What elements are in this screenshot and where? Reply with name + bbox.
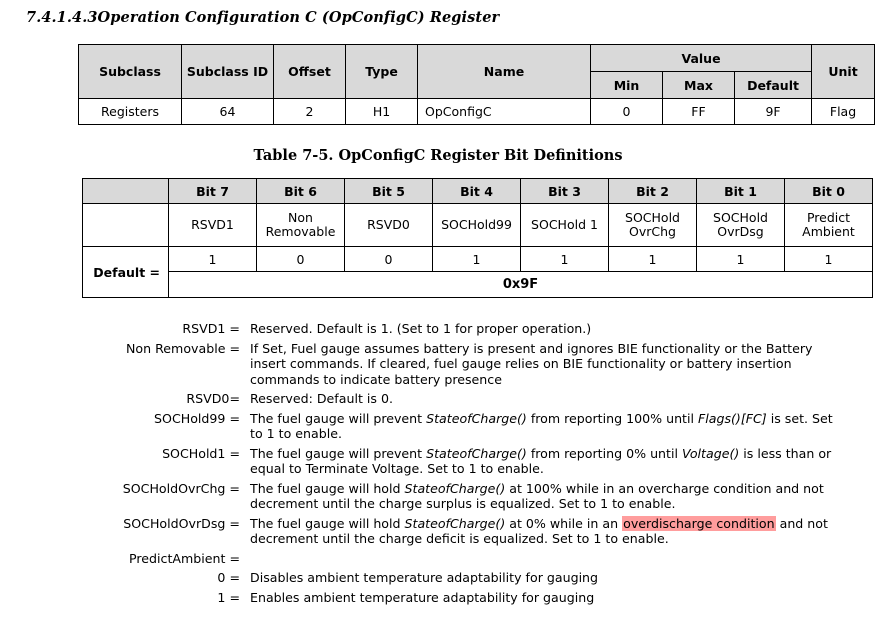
definition-row — [0, 320, 876, 340]
register-table-header-row-1 — [79, 45, 875, 72]
header-unit: Unit — [812, 45, 875, 99]
header-name: Name — [418, 45, 591, 99]
header-type: Type — [346, 45, 418, 99]
definition-term: SOCHold1 = — [162, 445, 240, 461]
definition-text: at 0% while in an — [505, 515, 623, 531]
bit-name-0: Predict Ambient — [785, 204, 873, 247]
definition-row — [0, 445, 876, 480]
cell-offset: 2 — [274, 99, 346, 125]
bit-name-7: RSVD1 — [169, 204, 257, 247]
definition-text: StateofCharge() — [404, 515, 506, 531]
definition-row — [0, 589, 876, 609]
bits-header-bit3: Bit 3 — [521, 179, 609, 204]
bits-header-bit4: Bit 4 — [433, 179, 521, 204]
header-offset: Offset — [274, 45, 346, 99]
definition-description — [246, 589, 876, 609]
definition-row — [0, 569, 876, 589]
definition-description — [246, 320, 876, 340]
bit-default-2: 1 — [609, 247, 697, 272]
definition-text: The fuel gauge will prevent — [250, 445, 427, 461]
cell-unit: Flag — [812, 99, 875, 125]
bit-name-3: SOCHold 1 — [521, 204, 609, 247]
definition-term: 1 = — [217, 589, 240, 605]
bits-header-bit5: Bit 5 — [345, 179, 433, 204]
bit-name-4: SOCHold99 — [433, 204, 521, 247]
definition-text: Reserved: Default is 0. — [250, 391, 393, 406]
definition-text: The fuel gauge will hold — [250, 480, 405, 496]
definition-description — [246, 569, 876, 589]
definition-row — [0, 550, 876, 570]
cell-name: OpConfigC — [418, 99, 591, 125]
bits-header-bit7: Bit 7 — [169, 179, 257, 204]
definition-description — [246, 410, 876, 445]
definition-text: If Set, Fuel gauge assumes battery is present and ignores BIE functionality or the Battery insert commands. If cleared, fuel gauge relies on BIE functionality or battery insertion commands to indicate battery presence — [250, 340, 813, 387]
bits-header-row — [83, 179, 873, 204]
definition-text: is set. Set to 1 to enable. — [250, 410, 833, 441]
definitions-table — [0, 320, 876, 608]
header-subclass-id: Subclass ID — [182, 45, 274, 99]
header-default: Default — [735, 72, 812, 99]
highlighted-text: overdischarge condition — [623, 515, 775, 531]
definition-term: 0 = — [217, 570, 240, 585]
definition-term: SOCHoldOvrDsg = — [123, 515, 240, 531]
definition-text: at 100% while in an overcharge condition and not decrement until the charge surplus is equalized. Set to 1 to enable. — [250, 480, 824, 511]
definition-row — [0, 390, 876, 410]
definition-text: and not decrement until the charge deficit is equalized. Set to 1 to enable. — [250, 515, 828, 546]
definition-text: The fuel gauge will prevent — [250, 410, 427, 426]
bit-name-6: Non Removable — [257, 204, 345, 247]
definition-text: StateofCharge() — [426, 445, 527, 461]
definition-description — [246, 550, 876, 570]
cell-type: H1 — [346, 99, 418, 125]
cell-default: 9F — [735, 99, 812, 125]
definition-term: Non Removable = — [126, 340, 240, 356]
bit-default-5: 0 — [345, 247, 433, 272]
table-caption: Table 7-5. OpConfigC Register Bit Definitions — [253, 147, 623, 164]
definition-text: Reserved. Default is 1. (Set to 1 for proper operation.) — [250, 321, 592, 336]
bit-definitions-table — [82, 178, 873, 298]
bit-hexvalue: 0x9F — [169, 272, 873, 298]
definition-description — [246, 340, 876, 391]
definitions-list — [0, 320, 876, 608]
bits-header-bit0: Bit 0 — [785, 179, 873, 204]
bit-names-row — [83, 204, 873, 247]
definition-term: SOCHold99 = — [154, 410, 240, 426]
definition-text: from reporting 100% until — [526, 410, 698, 426]
bit-name-1: SOCHold OvrDsg — [697, 204, 785, 247]
header-subclass: Subclass — [79, 45, 182, 99]
bits-header-bit2: Bit 2 — [609, 179, 697, 204]
definition-term: PredictAmbient = — [129, 550, 240, 566]
cell-subclass-id: 64 — [182, 99, 274, 125]
definition-text: Flags()[FC] — [698, 410, 767, 426]
bit-default-6: 0 — [257, 247, 345, 272]
definition-text: Enables ambient temperature adaptability for gauging — [250, 589, 595, 605]
bit-hexvalue-row — [83, 272, 873, 298]
bit-name-5: RSVD0 — [345, 204, 433, 247]
cell-max: FF — [663, 99, 735, 125]
register-summary-table — [78, 44, 875, 125]
definition-text: Disables ambient temperature adaptability for gauging — [250, 570, 599, 585]
bit-names-rowlabel — [83, 204, 169, 247]
definition-text: is less than or equal to Terminate Voltage. Set to 1 to enable. — [250, 445, 832, 476]
cell-min: 0 — [591, 99, 663, 125]
definition-text: from reporting 0% until — [526, 445, 682, 461]
definition-description — [246, 515, 876, 550]
definition-row — [0, 340, 876, 391]
header-value: Value — [591, 45, 812, 72]
bit-default-4: 1 — [433, 247, 521, 272]
definition-row — [0, 410, 876, 445]
bit-defaults-row — [83, 247, 873, 272]
definition-text: StateofCharge() — [426, 410, 527, 426]
definition-text: StateofCharge() — [404, 480, 506, 496]
definition-description — [246, 445, 876, 480]
definition-description — [246, 480, 876, 515]
bits-header-corner — [83, 179, 169, 204]
bits-header-bit6: Bit 6 — [257, 179, 345, 204]
bits-header-bit1: Bit 1 — [697, 179, 785, 204]
bit-name-2: SOCHold OvrChg — [609, 204, 697, 247]
definition-row — [0, 480, 876, 515]
definition-text: The fuel gauge will hold — [250, 515, 405, 531]
header-max: Max — [663, 72, 735, 99]
definition-text: Voltage() — [681, 445, 740, 461]
bit-default-0: 1 — [785, 247, 873, 272]
table-row — [79, 99, 875, 125]
section-heading — [0, 0, 876, 26]
header-min: Min — [591, 72, 663, 99]
definition-term: RSVD1 = — [182, 321, 240, 336]
bit-default-3: 1 — [521, 247, 609, 272]
definition-description — [246, 390, 876, 410]
section-number: 7.4.1.4.3 — [26, 9, 98, 26]
cell-subclass: Registers — [79, 99, 182, 125]
section-title: Operation Configuration C (OpConfigC) Register — [97, 9, 500, 26]
definition-term: RSVD0= — [186, 391, 240, 406]
bit-default-7: 1 — [169, 247, 257, 272]
definition-term: SOCHoldOvrChg = — [122, 480, 240, 496]
bit-default-1: 1 — [697, 247, 785, 272]
definition-row — [0, 515, 876, 550]
default-label: Default = — [83, 247, 169, 298]
